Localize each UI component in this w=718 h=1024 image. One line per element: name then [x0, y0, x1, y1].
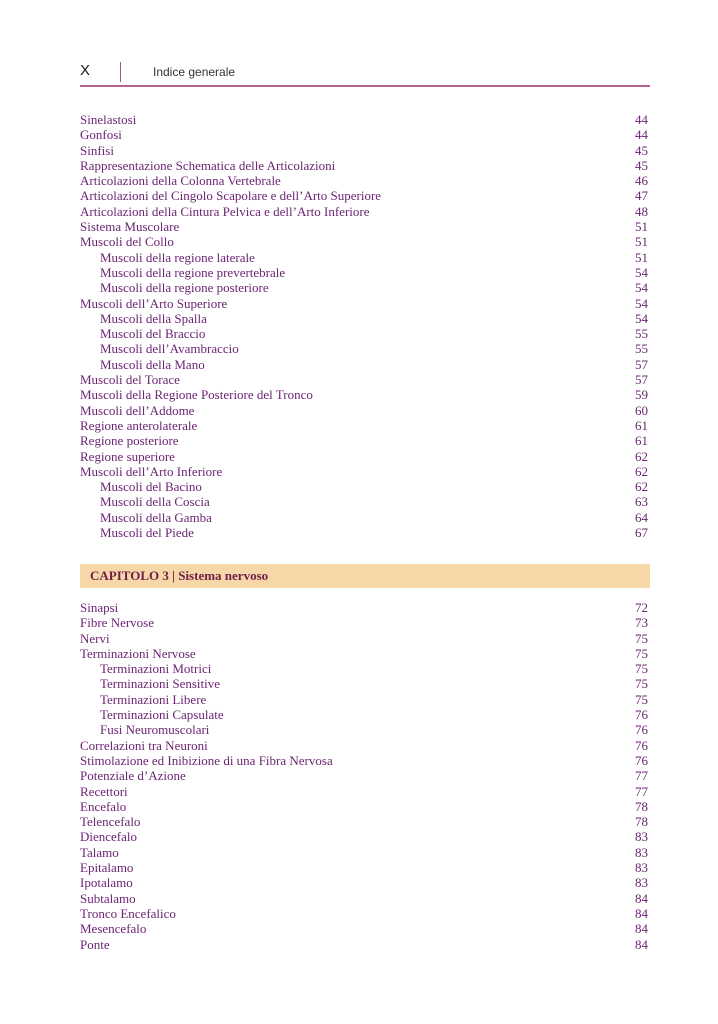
toc-entry-page: 76: [635, 752, 648, 768]
toc-entry[interactable]: [80, 494, 648, 509]
toc-entry[interactable]: [80, 799, 648, 814]
toc-entry-page: 61: [635, 433, 648, 449]
toc-entry[interactable]: [80, 906, 648, 921]
toc-entry-page: 83: [635, 860, 648, 876]
toc-entry[interactable]: [80, 204, 648, 219]
toc-entry[interactable]: [80, 403, 648, 418]
toc-entry-page: 55: [635, 326, 648, 342]
toc-entry-title: Terminazioni Sensitive: [100, 676, 221, 692]
toc-entry-page: 47: [635, 188, 648, 204]
toc-entry-title: Recettori: [80, 783, 128, 799]
toc-entry-page: 84: [635, 936, 648, 952]
toc-entry[interactable]: [80, 433, 648, 448]
toc-entry-title: Sinfisi: [80, 142, 114, 158]
toc-entry[interactable]: [80, 829, 648, 844]
toc-entry[interactable]: [80, 738, 648, 753]
toc-entry-page: 67: [635, 525, 648, 541]
toc-entry[interactable]: [80, 891, 648, 906]
toc-entry[interactable]: [80, 326, 648, 341]
toc-entry-title: Nervi: [80, 630, 110, 646]
toc-entry-title: Rappresentazione Schematica delle Articolazioni: [80, 157, 336, 173]
toc-entry[interactable]: [80, 860, 648, 875]
toc-entry-title: Epitalamo: [80, 860, 134, 876]
toc-entry-page: 51: [635, 234, 648, 250]
toc-entry[interactable]: [80, 387, 648, 402]
toc-entry-title: Articolazioni del Cingolo Scapolare e dell’Arto Superiore: [80, 188, 382, 204]
toc-entry-page: 76: [635, 722, 648, 738]
toc-entry-page: 57: [635, 372, 648, 388]
toc-entry[interactable]: [80, 173, 648, 188]
toc-entry[interactable]: [80, 188, 648, 203]
toc-entry[interactable]: [80, 280, 648, 295]
toc-entry-title: Articolazioni della Cintura Pelvica e dell’Arto Inferiore: [80, 203, 370, 219]
toc-entry-page: 83: [635, 829, 648, 845]
toc-entry[interactable]: [80, 722, 648, 737]
toc-entry[interactable]: [80, 372, 648, 387]
toc-entry-page: 59: [635, 387, 648, 403]
toc-entry[interactable]: [80, 112, 648, 127]
toc-entry-title: Regione posteriore: [80, 433, 179, 449]
toc-entry-title: Talamo: [80, 844, 119, 860]
toc-entry-title: Muscoli della Mano: [100, 356, 205, 372]
toc-entry-page: 75: [635, 691, 648, 707]
page-number: X: [80, 62, 91, 79]
toc-entry-page: 54: [635, 280, 648, 296]
toc-entry-page: 60: [635, 402, 648, 418]
toc-entry-title: Muscoli della Spalla: [100, 310, 207, 326]
toc-entry-page: 57: [635, 356, 648, 372]
toc-entry-title: Muscoli dell’Arto Superiore: [80, 295, 228, 311]
toc-entry[interactable]: [80, 143, 648, 158]
toc-entry-page: 75: [635, 645, 648, 661]
toc-entry-page: 76: [635, 707, 648, 723]
toc-entry-title: Muscoli dell’Arto Inferiore: [80, 463, 223, 479]
toc-entry[interactable]: [80, 707, 648, 722]
toc-entry-page: 45: [635, 157, 648, 173]
toc-entry-title: Muscoli della Regione Posteriore del Tronco: [80, 387, 313, 403]
toc-entry-page: 78: [635, 814, 648, 830]
toc-entry[interactable]: [80, 631, 648, 646]
toc-entry-page: 75: [635, 630, 648, 646]
toc-entry-title: Gonfosi: [80, 127, 122, 143]
toc-entry-title: Sistema Muscolare: [80, 219, 180, 235]
toc-entry-title: Fibre Nervose: [80, 615, 155, 631]
toc-entry-title: Sinapsi: [80, 600, 119, 615]
toc-entry[interactable]: [80, 676, 648, 691]
toc-entry-title: Muscoli del Braccio: [100, 326, 206, 342]
toc-entry-page: 46: [635, 173, 648, 189]
toc-entry[interactable]: [80, 357, 648, 372]
toc-entry-title: Muscoli della regione laterale: [100, 249, 255, 265]
toc-entry-title: Muscoli dell’Avambraccio: [100, 341, 239, 357]
toc-entry-title: Muscoli del Torace: [80, 372, 180, 388]
toc-entry-title: Terminazioni Motrici: [100, 661, 212, 677]
toc-entry[interactable]: [80, 479, 648, 494]
toc-entry-page: 76: [635, 737, 648, 753]
toc-entry-page: 78: [635, 798, 648, 814]
toc-entry-title: Ponte: [80, 936, 110, 952]
toc-entry-title: Sinelastosi: [80, 112, 137, 127]
toc-entry[interactable]: [80, 937, 648, 952]
toc-entry[interactable]: [80, 449, 648, 464]
toc-entry[interactable]: [80, 768, 648, 783]
toc-entry-page: 55: [635, 341, 648, 357]
toc-entry-title: Regione anterolaterale: [80, 417, 198, 433]
toc-entry-page: 64: [635, 509, 648, 525]
toc-entry-title: Muscoli del Collo: [80, 234, 174, 250]
toc-entry-page: 83: [635, 875, 648, 891]
toc-entry[interactable]: [80, 814, 648, 829]
toc-section-sistema-nervoso: [80, 600, 648, 952]
toc-entry[interactable]: [80, 661, 648, 676]
toc-entry[interactable]: [80, 692, 648, 707]
toc-entry-page: 73: [635, 615, 648, 631]
toc-entry-page: 77: [635, 783, 648, 799]
toc-entry-title: Ipotalamo: [80, 875, 133, 891]
toc-entry[interactable]: [80, 921, 648, 936]
toc-entry-page: 75: [635, 661, 648, 677]
toc-entry-title: Muscoli della regione posteriore: [100, 280, 269, 296]
toc-entry[interactable]: [80, 418, 648, 433]
toc-entry[interactable]: [80, 158, 648, 173]
toc-entry-title: Muscoli della Gamba: [100, 509, 212, 525]
header-rule: [80, 85, 650, 87]
toc-entry[interactable]: [80, 219, 648, 234]
toc-entry-title: Stimolazione ed Inibizione di una Fibra Nervosa: [80, 752, 333, 768]
toc-entry-page: 61: [635, 417, 648, 433]
toc-entry-page: 83: [635, 844, 648, 860]
toc-entry-page: 54: [635, 295, 648, 311]
toc-entry[interactable]: [80, 464, 648, 479]
toc-entry-title: Encefalo: [80, 798, 127, 814]
toc-entry[interactable]: [80, 250, 648, 265]
chapter-heading: [80, 564, 650, 588]
toc-entry-title: Regione superiore: [80, 448, 175, 464]
toc-entry[interactable]: [80, 784, 648, 799]
toc-entry-title: Correlazioni tra Neuroni: [80, 737, 208, 753]
toc-entry-page: 72: [635, 600, 648, 615]
toc-entry-title: Muscoli della Coscia: [100, 494, 210, 510]
toc-entry-page: 44: [635, 127, 648, 143]
toc-entry-page: 63: [635, 494, 648, 510]
toc-entry-page: 45: [635, 142, 648, 158]
toc-entry[interactable]: [80, 525, 648, 540]
toc-entry-page: 48: [635, 203, 648, 219]
header-divider: [120, 62, 121, 82]
toc-entry-page: 51: [635, 219, 648, 235]
toc-entry-page: 44: [635, 112, 648, 127]
toc-entry[interactable]: [80, 296, 648, 311]
toc-entry[interactable]: [80, 127, 648, 142]
toc-entry[interactable]: [80, 600, 648, 615]
toc-entry-title: Muscoli del Bacino: [100, 479, 202, 495]
toc-entry-title: Terminazioni Capsulate: [100, 707, 224, 723]
toc-entry-title: Muscoli dell’Addome: [80, 402, 195, 418]
toc-entry-page: 62: [635, 463, 648, 479]
toc-entry[interactable]: [80, 510, 648, 525]
toc-entry-page: 75: [635, 676, 648, 692]
toc-entry[interactable]: [80, 845, 648, 860]
running-title: Indice generale: [153, 65, 236, 79]
toc-entry[interactable]: [80, 311, 648, 326]
toc-entry-title: Terminazioni Nervose: [80, 645, 196, 661]
toc-entry-title: Telencefalo: [80, 814, 141, 830]
toc-entry[interactable]: [80, 753, 648, 768]
toc-entry-page: 62: [635, 479, 648, 495]
toc-entry-title: Muscoli della regione prevertebrale: [100, 264, 286, 280]
toc-entry-title: Articolazioni della Colonna Vertebrale: [80, 173, 281, 189]
toc-entry[interactable]: [80, 646, 648, 661]
toc-entry-page: 84: [635, 905, 648, 921]
toc-entry-page: 84: [635, 890, 648, 906]
toc-entry[interactable]: [80, 875, 648, 890]
chapter-title: CAPITOLO 3 | Sistema nervoso: [90, 568, 269, 583]
toc-entry-title: Subtalamo: [80, 890, 136, 906]
toc-section-articolazioni-muscoli: [80, 112, 648, 540]
toc-entry-page: 54: [635, 310, 648, 326]
toc-entry-page: 84: [635, 921, 648, 937]
toc-entry[interactable]: [80, 234, 648, 249]
toc-entry-title: Mesencefalo: [80, 921, 147, 937]
page-header: [80, 60, 650, 86]
toc-entry-title: Terminazioni Libere: [100, 691, 207, 707]
toc-entry-title: Muscoli del Piede: [100, 525, 194, 541]
toc-entry-title: Diencefalo: [80, 829, 138, 845]
toc-entry-title: Fusi Neuromuscolari: [100, 722, 210, 738]
toc-entry-title: Potenziale d’Azione: [80, 768, 186, 784]
toc-entry-title: Tronco Encefalico: [80, 905, 176, 921]
toc-entry[interactable]: [80, 615, 648, 630]
toc-entry-page: 77: [635, 768, 648, 784]
toc-entry-page: 62: [635, 448, 648, 464]
toc-entry-page: 51: [635, 249, 648, 265]
toc-entry[interactable]: [80, 341, 648, 356]
toc-entry-page: 54: [635, 264, 648, 280]
toc-entry[interactable]: [80, 265, 648, 280]
